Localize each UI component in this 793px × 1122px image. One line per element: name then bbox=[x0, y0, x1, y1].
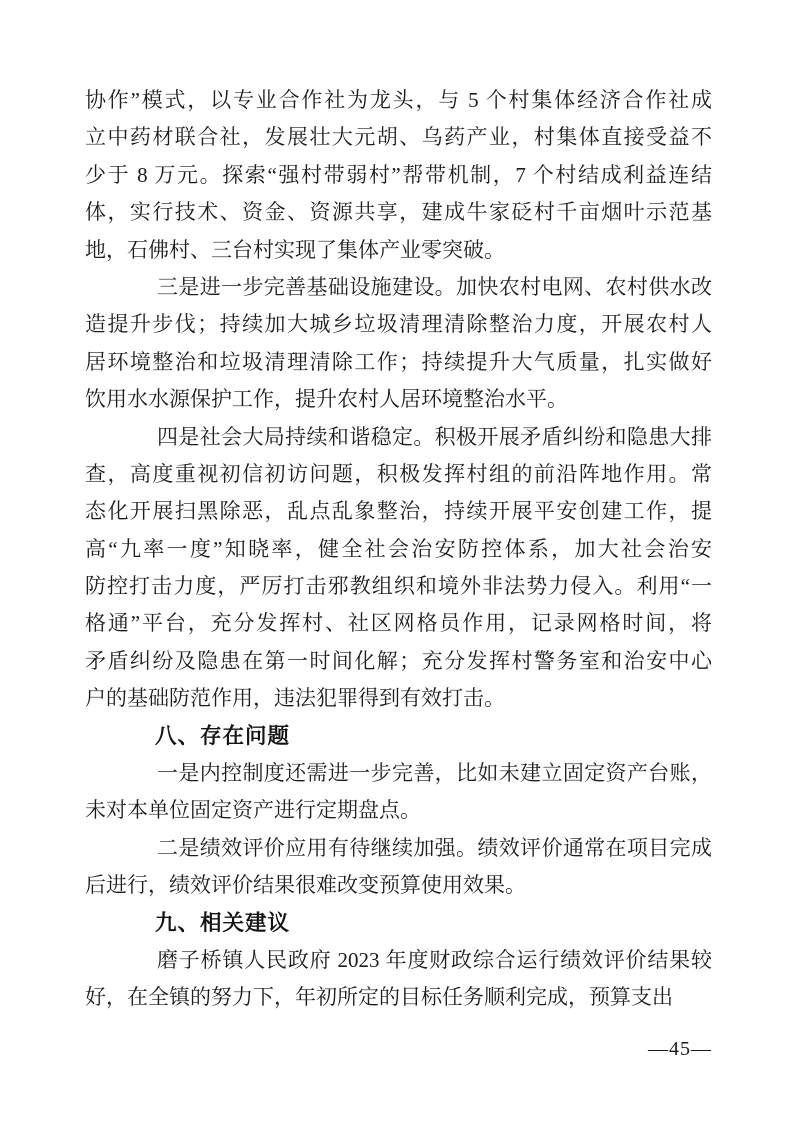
text-line: 未对本单位固定资产进行定期盘点。 bbox=[85, 798, 421, 823]
text-line: 二是绩效评价应用有待继续加强。绩效评价通常在项目完成 bbox=[157, 835, 712, 860]
text-line: 居环境整治和垃圾清理清除工作；持续提升大气质量，扎实做好 bbox=[85, 349, 712, 374]
text-line: 态化开展扫黑除恶，乱点乱象整治，持续开展平安创建工作，提 bbox=[85, 499, 712, 524]
text-line: 好，在全镇的努力下，年初所定的目标任务顺利完成，预算支出 bbox=[85, 985, 673, 1010]
text-line: 少于 8 万元。探索“强村带弱村”帮带机制，7 个村结成利益连结 bbox=[85, 162, 712, 187]
text-line: 体，实行技术、资金、资源共享，建成牛家砭村千亩烟叶示范基 bbox=[85, 200, 712, 225]
document-body bbox=[85, 82, 712, 1017]
text-line: 一是内控制度还需进一步完善，比如未建立固定资产台账， bbox=[157, 761, 712, 786]
text-line: 高“九率一度”知晓率，健全社会治安防控体系，加大社会治安 bbox=[85, 536, 712, 561]
text-line: 查，高度重视初信初访问题，积极发挥村组的前沿阵地作用。常 bbox=[85, 461, 712, 486]
section-heading: 九、相关建议 bbox=[155, 910, 291, 935]
text-line: 防控打击力度，严厉打击邪教组织和境外非法势力侵入。利用“一 bbox=[85, 574, 712, 599]
text-line: 造提升步伐；持续加大城乡垃圾清理清除整治力度，开展农村人 bbox=[85, 312, 712, 337]
text-line: 地，石佛村、三台村实现了集体产业零突破。 bbox=[85, 237, 505, 262]
text-line: 矛盾纠纷及隐患在第一时间化解；充分发挥村警务室和治安中心 bbox=[85, 648, 712, 673]
text-line: 格通”平台，充分发挥村、社区网格员作用，记录网格时间，将 bbox=[85, 611, 712, 636]
page-number: —45— bbox=[648, 1038, 712, 1060]
text-line: 后进行，绩效评价结果很难改变预算使用效果。 bbox=[85, 873, 526, 898]
text-line: 饮用水水源保护工作，提升农村人居环境整治水平。 bbox=[85, 387, 568, 412]
section-heading: 八、存在问题 bbox=[155, 723, 291, 748]
text-line: 四是社会大局持续和谐稳定。积极开展矛盾纠纷和隐患大排 bbox=[157, 424, 712, 449]
text-line: 协作”模式，以专业合作社为龙头，与 5 个村集体经济合作社成 bbox=[85, 88, 712, 112]
text-line: 立中药材联合社，发展壮大元胡、乌药产业，村集体直接受益不 bbox=[85, 125, 712, 150]
text-line: 三是进一步完善基础设施建设。加快农村电网、农村供水改 bbox=[157, 274, 712, 299]
text-line: 户的基础防范作用，违法犯罪得到有效打击。 bbox=[85, 686, 505, 711]
text-line: 磨子桥镇人民政府 2023 年度财政综合运行绩效评价结果较 bbox=[157, 947, 712, 972]
